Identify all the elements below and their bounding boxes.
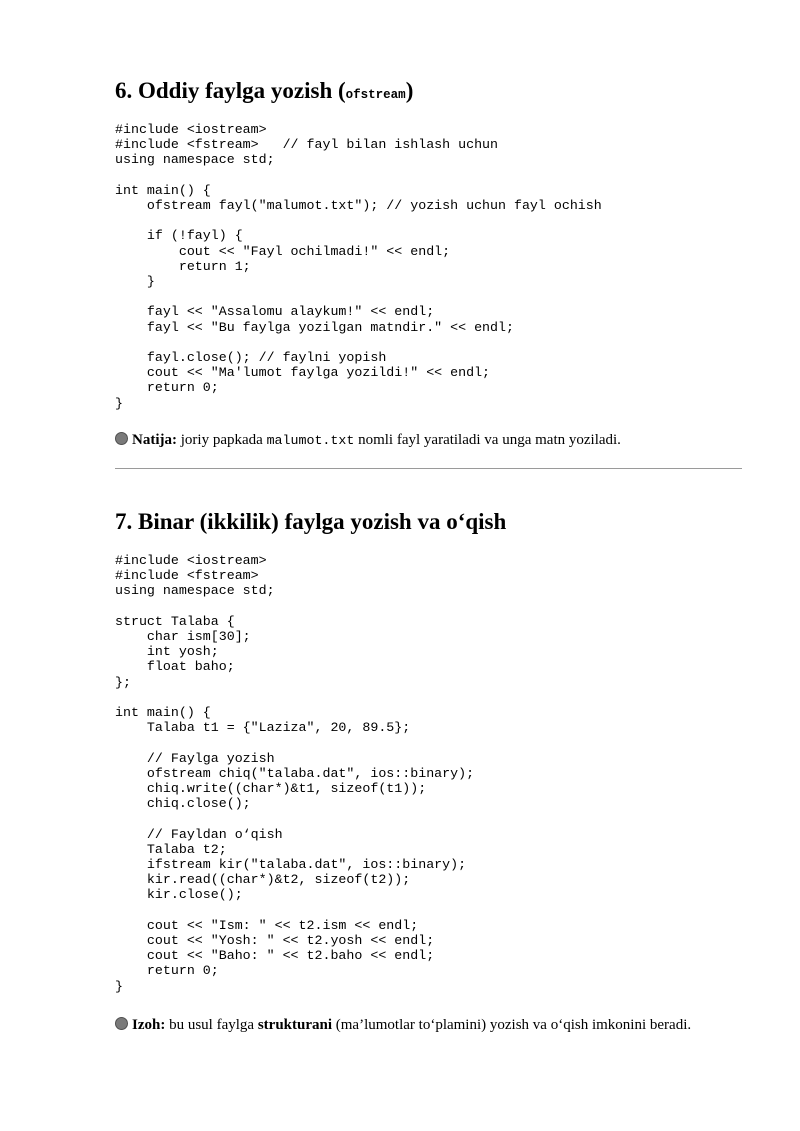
section-7-explanation-note [115,1015,691,1035]
section-6-heading-code: ofstream [345,88,406,102]
explanation-note-text-1: bu usul faylga [165,1017,258,1033]
section-7-code-block: #include <iostream> #include <fstream> using namespace std; struct Talaba { char ism[30]; int yosh; float baho; }; int main() { Talaba t1 = {"Laziza", 20, 89.5}; // Faylga yozish ofstream chiq("talaba.dat", ios::binary); chiq.write((char*)&t1, sizeof(t1)); chiq.close(); // Fayldan o‘qish Talaba t2; ifstream kir("talaba.dat", ios::binary); kir.read((char*)&t2, sizeof(t2)); kir.close(); cout << "Ism: " << t2.ism << endl; cout << "Yosh: " << t2.yosh << endl; cout << "Baho: " << t2.baho << endl; return 0; } [115,553,475,994]
section-6-heading-prefix: 6. Oddiy faylga yozish ( [115,78,346,103]
section-6-code-block: #include <iostream> #include <fstream> // fayl bilan ishlash uchun using namespace std; int main() { ofstream fayl("malumot.txt"); // yozish uchun fayl ochish if (!fayl) { cout << "Fayl ochilmadi!" << endl; return 1; } fayl << "Assalomu alaykum!" << endl; fayl << "Bu faylga yozilgan matndir." << endl; fayl.close(); // faylni yopish cout << "Ma'lumot faylga yozildi!" << endl; return 0; } [115,122,602,411]
section-6-heading [115,77,413,109]
explanation-note-text-2: (ma’lumotlar to‘plamini) yozish va o‘qish imkonini beradi. [332,1017,692,1033]
result-note-text-2: nomli fayl yaratiladi va unga matn yoziladi. [354,432,621,448]
explanation-note-label: Izoh: [132,1017,166,1033]
result-note-label: Natija: [132,432,177,448]
explanation-note-bold: strukturani [257,1017,333,1033]
section-divider [115,468,742,469]
result-note-text-1: joriy papkada [177,432,267,448]
section-6-heading-suffix: ) [405,78,414,103]
section-7-heading: 7. Binar (ikkilik) faylga yozish va o‘qish [115,509,507,534]
section-6-result-note [115,430,621,451]
grey-circle-icon [115,1017,128,1030]
grey-circle-icon [115,432,128,445]
result-note-filename: malumot.txt [266,433,355,448]
